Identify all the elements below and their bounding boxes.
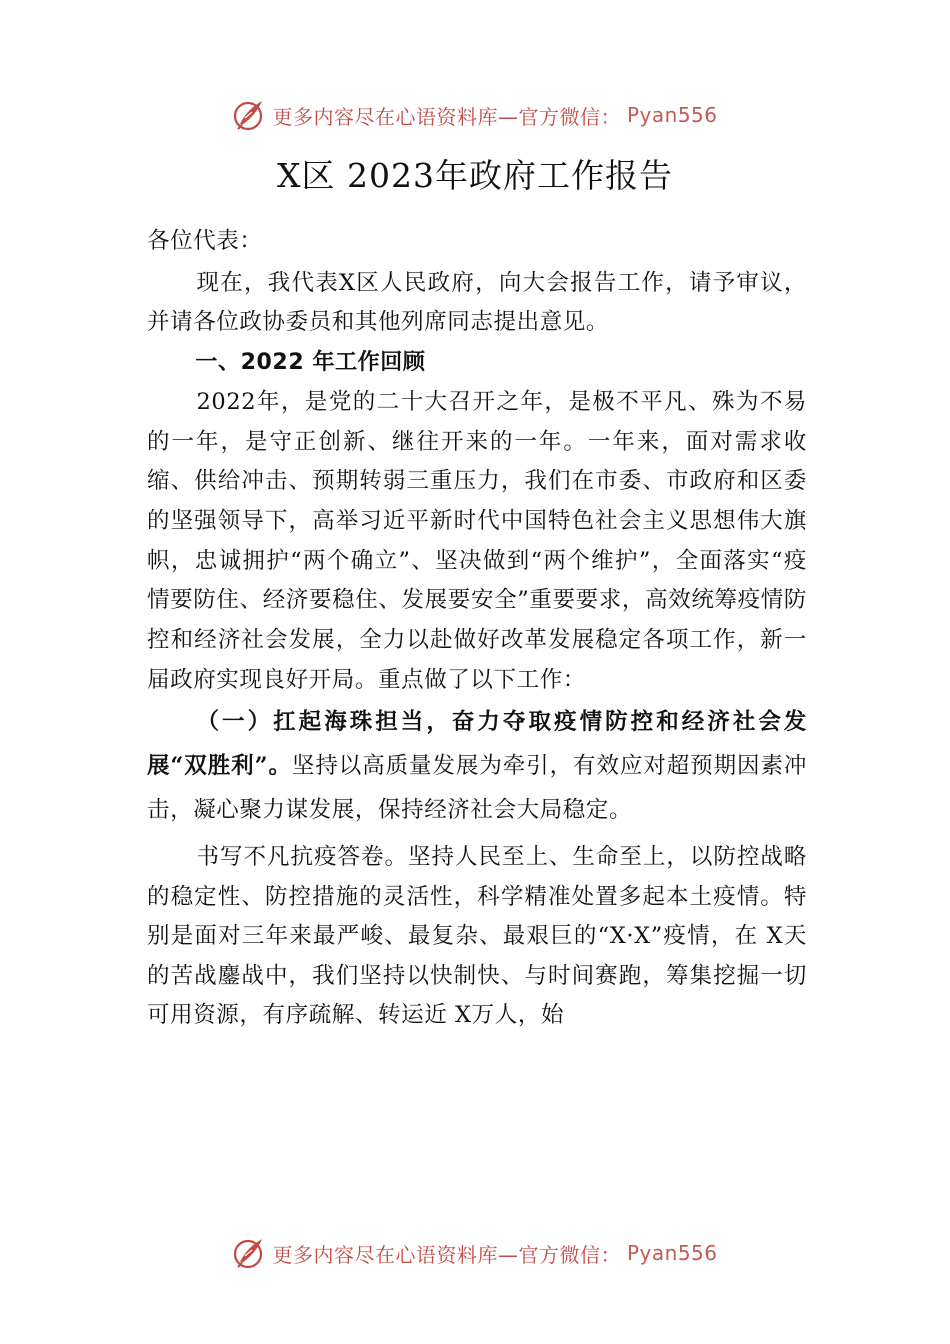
document-body xyxy=(147,222,807,1036)
epidemic-paragraph: 书写不凡抗疫答卷。坚持人民至上、生命至上，以防控战略的稳定性、防控措施的灵活性，科学精准处置多起本土疫情。特别是面对三年来最严峻、最复杂、最艰巨的“X·X”疫情，在 X天的苦战鏖战中，我们坚持以快制快、与时间赛跑，筹集挖掘一切可用资源，有序疏解、转运近 X万人，始 xyxy=(147,844,807,1029)
watermark-text: 更多内容尽在心语资料库—官方微信： xyxy=(272,1242,621,1267)
section-heading-review: 一、2022 年工作回顾 xyxy=(195,350,426,376)
watermark-footer xyxy=(0,1233,950,1273)
watermark-text: 更多内容尽在心语资料库—官方微信： xyxy=(272,104,621,129)
salutation: 各位代表： xyxy=(147,228,263,254)
intro-paragraph: 现在，我代表X区人民政府，向大会报告工作，请予审议，并请各位政协委员和其他列席同志提出意见。 xyxy=(147,269,807,336)
watermark-wechat-id: Pyan556 xyxy=(626,1241,718,1265)
subsection-heading xyxy=(147,700,807,832)
subsection-heading-bold: （一）扛起海珠担当，奋力夺取疫情防控和经济社会发展“双胜利”。 xyxy=(147,709,807,780)
watermark-header xyxy=(0,95,950,135)
review-paragraph: 2022年，是党的二十大召开之年，是极不平凡、殊为不易的一年，是守正创新、继往开来的一年。一年来，面对需求收缩、供给冲击、预期转弱三重压力，我们在市委、市政府和区委的坚强领导下，高举习近平新时代中国特色社会主义思想伟大旗帜，忠诚拥护“两个确立”、坚决做到“两个维护”，全面落实“疫情要防住、经济要稳住、发展要安全”重要要求，高效统筹疫情防控和经济社会发展，全力以赴做好改革发展稳定各项工作，新一届政府实现良好开局。重点做了以下工作： xyxy=(147,388,807,693)
watermark-wechat-id: Pyan556 xyxy=(626,103,718,127)
subsection-heading-rest: 坚持以高质量发展为牵引，有效应对超预期因素冲击，凝心聚力谋发展，保持经济社会大局稳定。 xyxy=(147,753,807,824)
quill-logo-icon xyxy=(232,1236,266,1270)
quill-logo-icon xyxy=(232,98,266,132)
document-title: X区 2023年政府工作报告 xyxy=(277,156,673,195)
